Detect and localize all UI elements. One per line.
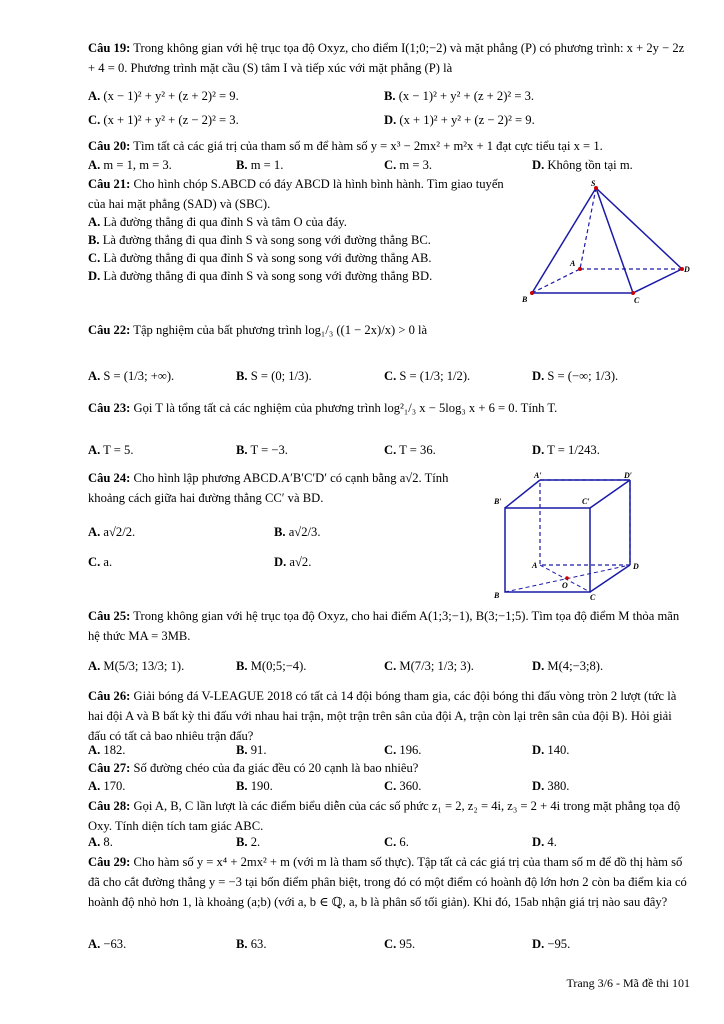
question-28: Câu 28: Gọi A, B, C lần lượt là các điểm biểu diễn của các số phức z₁ = 2, z₂ = 4i, z₃ = 2 + 4i trong mặt phẳng tọa độ Oxy. Tính diện tích tam giác ABC.: [88, 799, 681, 833]
label-c: C: [634, 296, 640, 305]
answer-d: D. (x + 1)² + y² + (z − 2)² = 9.: [384, 113, 535, 127]
question-25: Câu 25: Trong không gian với hệ trục tọa độ Oxyz, cho hai điểm A(1;3;−1), B(3;−1;5). Tìm tọa độ điểm M thỏa mãn hệ thức MA = 3MB.: [88, 609, 680, 643]
label-a-prime: A′: [534, 471, 542, 480]
page-footer: Trang 3/6 - Mã đề thi 101: [566, 976, 690, 990]
answer-21c: C. Là đường thẳng đi qua đỉnh S và song song với đường thẳng AB.: [88, 251, 432, 265]
question-text: Trong không gian với hệ trục tọa độ Oxyz, cho điểm I(1;0;−2) và mặt phẳng (P) có phương trình: x + 2y − 2z + 4 = 0. Phương trình mặt cầu (S) tâm I và tiếp xúc với mặt phẳng (P) là: [88, 41, 685, 75]
answer-21a: A. Là đường thẳng đi qua đỉnh S và tâm O của đáy.: [88, 215, 347, 229]
answer-c: C. (x + 1)² + y² + (z − 2)² = 3.: [88, 113, 239, 127]
question-27: Câu 27: Số đường chéo của đa giác đều có 20 cạnh là bao nhiêu?: [88, 761, 419, 775]
label-b: B: [494, 591, 500, 600]
label-b-prime: B′: [494, 497, 502, 506]
label-c-prime: C′: [582, 497, 590, 506]
pyramid-figure: [520, 180, 700, 308]
question-22: Câu 22: Tập nghiệm của bất phương trình log₁/₃ ((1 − 2x)/x) > 0 là: [88, 323, 428, 337]
answer-b: B. (x − 1)² + y² + (z + 2)² = 3.: [384, 89, 535, 103]
question-label: Câu 19:: [88, 41, 131, 55]
label-d: D: [684, 265, 690, 274]
question-29: Câu 29: Cho hàm số y = x⁴ + 2mx² + m (với m là tham số thực). Tập tất cả các giá trị của tham số m để đồ thị hàm số đã cho cắt đường thẳng y = −3 tại bốn điểm phân biệt, trong đó có một điểm có hoành độ lớn hơn 2 còn ba điểm kia có hoành độ nhỏ hơn 1, là khoảng (a;b) (với a, b ∈ ℚ, a, b là phân số tối giản). Khi đó, 15ab nhận giá trị nào sau đây?: [88, 855, 687, 909]
question-23: Câu 23: Gọi T là tổng tất cả các nghiệm của phương trình log²₁/₃ x − 5log₃ x + 6 = 0. Tính T.: [88, 401, 558, 415]
label-d-prime: D′: [624, 471, 633, 480]
label-a: A: [532, 561, 538, 570]
answer-a: A. (x − 1)² + y² + (z + 2)² = 9.: [88, 89, 239, 103]
label-c: C: [590, 593, 596, 600]
question-24: Câu 24: Cho hình lập phương ABCD.A′B′C′D′ có cạnh bằng a√2. Tính khoảng cách giữa hai đường thẳng CC′ và BD.: [88, 471, 449, 505]
exam-page: Câu 19: Trong không gian với hệ trục tọa độ Oxyz, cho điểm I(1;0;−2) và mặt phẳng (P) có phương trình: x + 2y − 2z + 4 = 0. Phương trình mặt cầu (S) tâm I và tiếp xúc với mặt phẳng (P) là A. (x − 1)² + y² + (z + 2)² = 9. B. (x − 1)² + y² + (z + 2)² = 3. C. (x + 1)² + y² + (z − 2)² = 3. D. (x + 1)² + y² + (z − 2)² = 9. Câu 20: Tìm tất cả các giá trị của tham số m để hàm số y = x³ − 2mx² + m²x + 1 đạt cực tiểu tại x = 1. A. m = 1, m = 3. B. m = 1. C. m = 3. D. Không tồn tại m. Câu 21: Cho hình chóp S.ABCD có đáy ABCD là hình bình hành. Tìm giao tuyến của hai mặt phẳng (SAD) và (SBC). A. Là đường thẳng đi qua đỉnh S và tâm O của đáy. B. Là đường thẳng đi qua đỉnh S và song song với đường thẳng BC. C. Là đường thẳng đi qua đỉnh S và song song với đường thẳng AB. D. Là đường thẳng đi qua đỉnh S và song song với đường thẳng BD. S A B C D Câu 22: Tập nghiệm của bất phương trình log₁/₃ ((1 − 2x)/x) > 0 là A. S = (1/3; +∞). B. S = (0; 1/3). C. S = (1/3; 1/2). D. S = (−∞; 1/3). Câu 23: Gọi T là tổng tất cả các nghiệm của phương trình log²₁/₃ x − 5log₃ x + 6 = 0. Tính T. A. T = 5. B. T = −3. C. T = 36. D. T = 1/243. Câu 24: Cho hình lập phương ABCD.A′B′C′D′ có cạnh bằng a√2. Tính khoảng cách giữa hai đường thẳng CC′ và BD. A. a√2/2. B. a√2/3. C. a. D. a√2. A′ D′ B′ C′ A D O B C Câu 25: Trong không gian với hệ trục tọa độ Oxyz, cho hai điểm A(1;3;−1), B(3;−1;5). Tìm tọa độ điểm M thỏa mãn hệ thức MA = 3MB. A. M(5/3; 13/3; 1). B. M(0;5;−4). C. M(7/3; 1/3; 3). D. M(4;−3;8). Câu 26: Giải bóng đá V-LEAGUE 2018 có tất cả 14 đội bóng tham gia, các đội bóng thi đấu vòng tròn 2 lượt (tức là hai đội A và B bất kỳ thi đấu với nhau hai trận, một trận trên sân của đội A, trận còn lại trên sân của đội B). Hỏi giải đấu có tất cả bao nhiêu trận đấu? A. 182. B. 91. C. 196. D. 140. Câu 27: Số đường chéo của đa giác đều có 20 cạnh là bao nhiêu? A. 170. B. 190. C. 360. D. 380. Câu 28: Gọi A, B, C lần lượt là các điểm biểu diễn của các số phức z₁ = 2, z₂ = 4i, z₃ = 2 + 4i trong mặt phẳng tọa độ Oxy. Tính diện tích tam giác ABC. A. 8. B. 2. C. 6. D. 4. Câu 29: Cho hàm số y = x⁴ + 2mx² + m (với m là tham số thực). Tập tất cả các giá trị của tham số m để đồ thị hàm số đã cho cắt đường thẳng y = −3 tại bốn điểm phân biệt, trong đó có một điểm có hoành độ lớn hơn 2 còn ba điểm kia có hoành độ nhỏ hơn 1, là khoảng (a;b) (với a, b ∈ ℚ, a, b là phân số tối giản). Khi đó, 15ab nhận giá trị nào sau đây? A. −63. B. 63. C. 95. D. −95. Trang 3/6 - Mã đề thi 101: [0, 0, 724, 1024]
label-d: D: [633, 562, 639, 571]
cube-figure: [490, 470, 650, 600]
question-19: [88, 38, 692, 78]
question-21: Câu 21: Cho hình chóp S.ABCD có đáy ABCD là hình bình hành. Tìm giao tuyến của hai mặt phẳng (SAD) và (SBC).: [88, 177, 504, 211]
label-b: B: [522, 295, 528, 304]
label-s: S: [591, 180, 596, 188]
answer-21b: B. Là đường thẳng đi qua đỉnh S và song song với đường thẳng BC.: [88, 233, 431, 247]
label-o: O: [562, 581, 568, 590]
question-26: Câu 26: Giải bóng đá V-LEAGUE 2018 có tất cả 14 đội bóng tham gia, các đội bóng thi đấu vòng tròn 2 lượt (tức là hai đội A và B bất kỳ thi đấu với nhau hai trận, một trận trên sân của đội A, trận còn lại trên sân của đội B). Hỏi giải đấu có tất cả bao nhiêu trận đấu?: [88, 689, 677, 743]
answer-21d: D. Là đường thẳng đi qua đỉnh S và song song với đường thẳng BD.: [88, 269, 433, 283]
question-20: Câu 20: Tìm tất cả các giá trị của tham số m để hàm số y = x³ − 2mx² + m²x + 1 đạt cực tiểu tại x = 1.: [88, 139, 603, 153]
label-a: A: [570, 259, 576, 268]
